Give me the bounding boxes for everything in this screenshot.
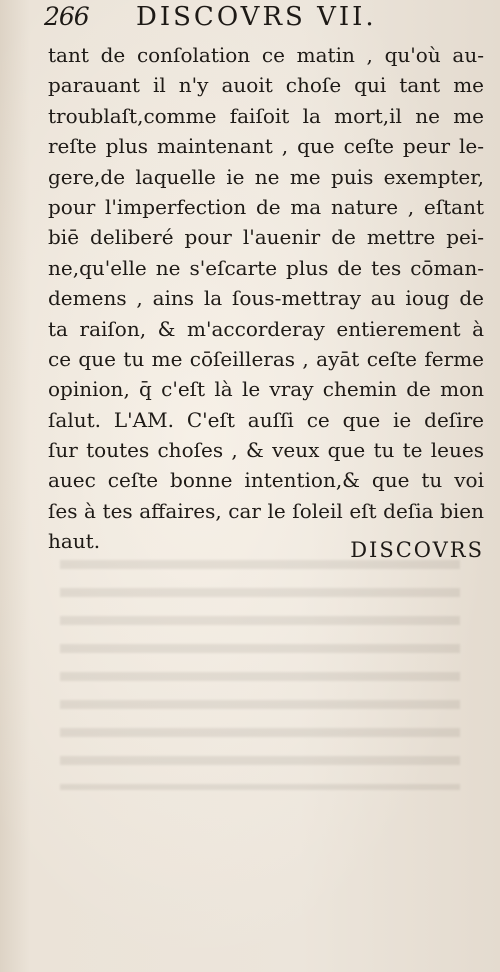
text-line: ne,qu'elle ne s'eſcarte plus de tes cōman- <box>48 255 484 280</box>
text-line: ce que tu me cōſeilleras , ayāt ceſte ferme <box>48 346 484 371</box>
text-line: auec ceſte bonne intention,& que tu voi <box>48 468 484 493</box>
running-head: DISCOVRS VII. <box>136 2 377 32</box>
bleed-through-shadow <box>60 560 460 790</box>
text-line: demens , ains la ſous-mettray au ioug de <box>48 286 484 311</box>
text-line: opinion, q̄ c'eſt là le vray chemin de mon <box>48 377 484 402</box>
text-line: ta raiſon, & m'accorderay entierement à <box>48 316 484 341</box>
text-line: reſte plus maintenant , que ceſte peur le- <box>48 134 484 159</box>
catchword: DISCOVRS <box>350 538 484 562</box>
text-line: troublaſt,comme faiſoit la mort,il ne me <box>48 103 484 128</box>
page-header <box>44 2 464 36</box>
text-line: ſur toutes choſes , & veux que tu te leues <box>48 438 484 463</box>
text-line: ſes à tes affaires, car le ſoleil eſt deſia bien <box>48 498 484 523</box>
page-number: 266 <box>44 2 89 31</box>
text-line: ſalut. L'AM. C'eſt auſſi ce que ie deſire <box>48 407 484 432</box>
body-text <box>48 40 484 557</box>
text-line: haut. <box>48 529 101 554</box>
text-line: pour l'imperfection de ma nature , eſtant <box>48 194 484 219</box>
text-line: biē deliberé pour l'auenir de mettre pei- <box>48 225 484 250</box>
text-line: parauant il n'y auoit choſe qui tant me <box>48 73 484 98</box>
text-line: tant de conſolation ce matin , qu'où au- <box>48 43 484 67</box>
text-line: gere,de laquelle ie ne me puis exempter, <box>48 164 484 189</box>
